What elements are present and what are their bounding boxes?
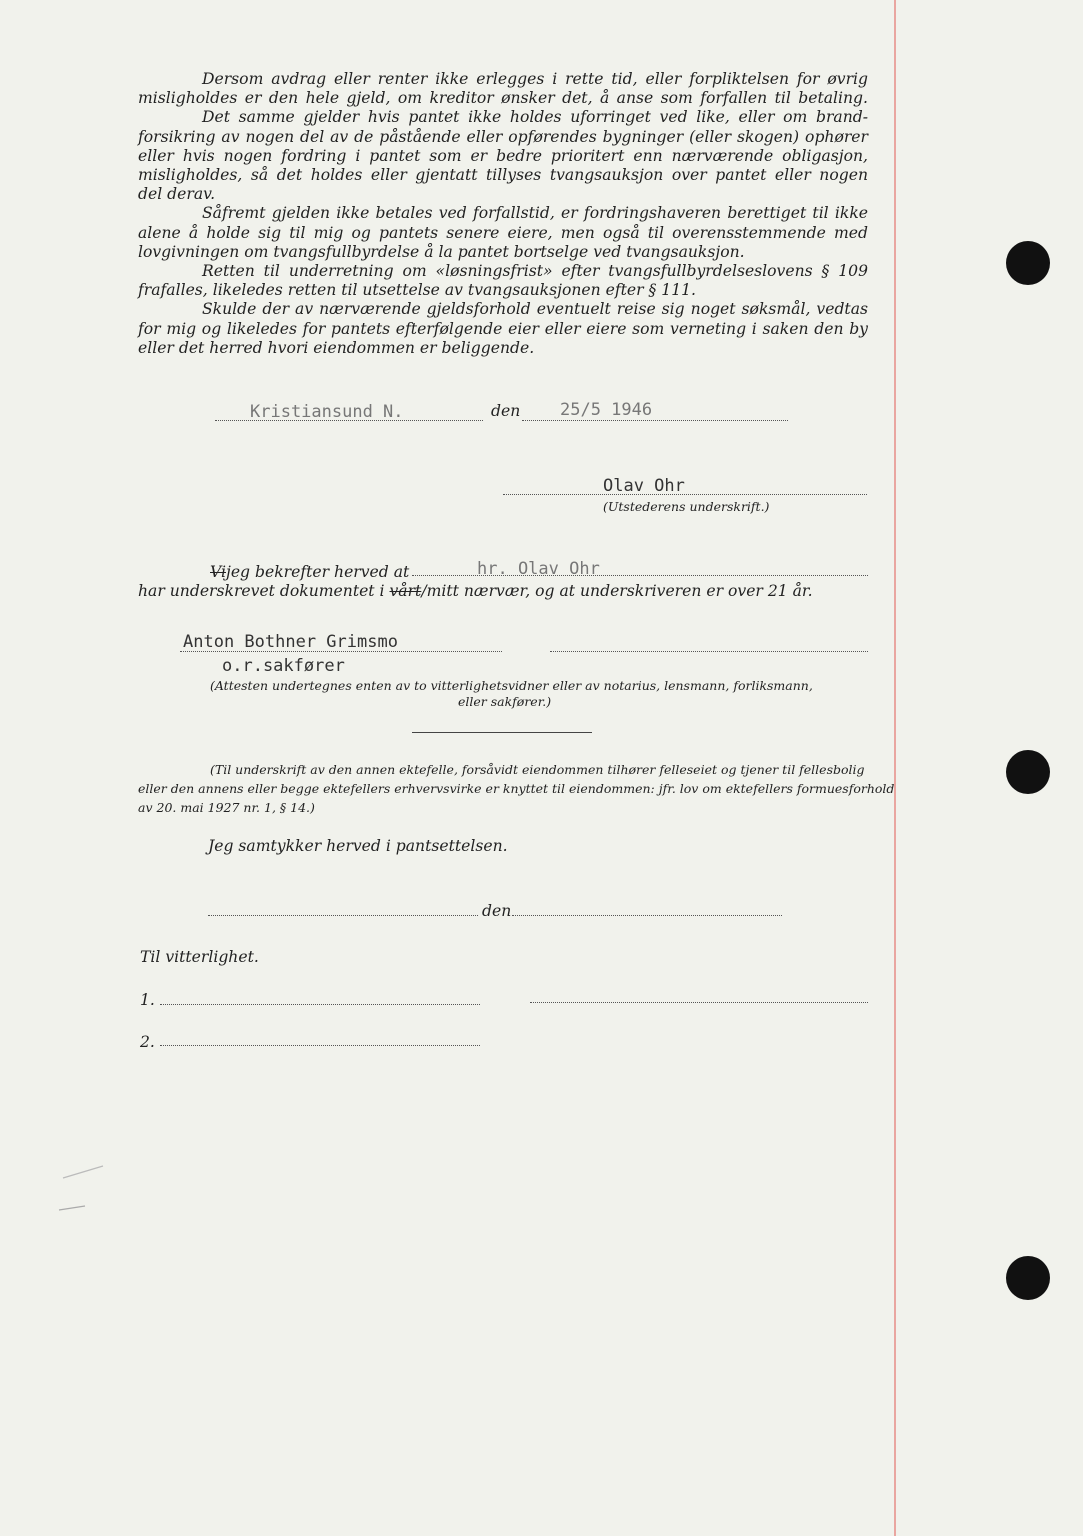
issuer-signature-line <box>503 494 867 495</box>
punch-hole <box>1006 750 1050 794</box>
place-value: Kristiansund N. <box>250 402 404 422</box>
spouse-note-line: eller den annens eller begge ektefellers erhvervsvirke er knyttet til eiendommen: jfr. lov om ektefellers formuesforhold <box>138 781 895 796</box>
attest-mitt: mitt <box>426 582 459 600</box>
terms-paragraph <box>138 70 868 358</box>
attest-vart-struck: vårt <box>389 582 422 600</box>
terms-line: eller hvis nogen fordring i pantet som er bedre prioritert enn nærværende obligasjon, <box>138 146 868 165</box>
terms-line: Såfremt gjelden ikke betales ved forfallstid, er fordringshaveren berettiget til ikke <box>202 204 868 223</box>
spouse-note-line: (Til underskrift av den annen ektefelle, forsåvidt eiendommen tilhører felleseiet og tjener til fellesbolig <box>210 762 865 777</box>
terms-line: Skulde der av nærværende gjeldsforhold eventuelt reise sig noget søksmål, vedtas <box>202 300 868 319</box>
attest-line-1 <box>210 563 409 581</box>
attest-line-2 <box>138 582 813 600</box>
attest-caption-2: eller sakfører.) <box>458 694 552 709</box>
second-signature-line <box>550 651 868 652</box>
witness-1-line <box>160 1004 480 1005</box>
terms-line: forsikring av nogen del av de påstående eller opførendes bygninger (eller skogen) ophører <box>138 127 868 146</box>
attest-slash: / <box>421 582 427 600</box>
terms-line: alene å holde sig til mig og pantets senere eiere, men også til overensstemmende med <box>138 223 868 242</box>
red-margin-line <box>894 0 896 1536</box>
den-label: den <box>491 402 521 420</box>
terms-line: Det samme gjelder hvis pantet ikke holdes uforringet ved like, eller om brand- <box>202 108 868 127</box>
witness-2-line <box>160 1045 480 1046</box>
issuer-signature: Olav Ohr <box>603 476 685 496</box>
witnesses-label: Til vitterlighet. <box>140 948 259 966</box>
terms-line: misligholdes er den hele gjeld, om kreditor ønsker det, å anse som forfallen til betaling. <box>138 89 868 108</box>
attest-line-2-start: har underskrevet dokumentet i <box>138 582 385 600</box>
consent-date-line <box>512 915 782 916</box>
terms-line: frafalles, likeledes retten til utsettelse av tvangsauksjonen efter § 111. <box>138 281 696 300</box>
divider <box>412 732 592 733</box>
consent-text: Jeg samtykker herved i pantsettelsen. <box>208 837 508 855</box>
terms-line: for mig og likeledes for pantets efterfølgende eier eller eiere som verneting i saken den by <box>138 319 868 338</box>
date-dotted-line <box>522 420 788 421</box>
terms-line: Retten til underretning om «løsningsfrist» efter tvangsfullbyrdelseslovens § 109 <box>202 262 868 281</box>
spouse-note-line: av 20. mai 1927 nr. 1, § 14.) <box>138 800 315 815</box>
consent-place-line <box>208 915 478 916</box>
attested-name: hr. Olav Ohr <box>477 559 600 579</box>
attest-line-2-end: nærvær, og at underskriveren er over 21 år. <box>463 582 813 600</box>
attest-text: bekrefter herved at <box>255 563 410 581</box>
date-value: 25/5 1946 <box>560 400 653 420</box>
stray-pencil-mark <box>55 1160 115 1220</box>
witness-1b-line <box>530 1002 868 1003</box>
terms-line: lovgivningen om tvangsfullbyrdelse å la pantet bortselge ved tvangsauksjon. <box>138 242 745 261</box>
consent-den-label: den <box>482 902 512 920</box>
attest-caption-1: (Attesten undertegnes enten av to vitterlighetsvidner eller av notarius, lensmann, forliksmann, <box>210 678 813 693</box>
punch-hole <box>1006 1256 1050 1300</box>
terms-line: del derav. <box>138 185 216 204</box>
witness-2-number: 2. <box>140 1033 155 1051</box>
witness-title: o.r.sakfører <box>222 656 345 676</box>
attest-prefix: jeg <box>225 563 251 581</box>
terms-line: eller det herred hvori eiendommen er beliggende. <box>138 338 535 357</box>
issuer-caption: (Utstederens underskrift.) <box>603 499 770 514</box>
attest-prefix-struck: Vi <box>210 563 226 581</box>
punch-hole <box>1006 241 1050 285</box>
witness-name: Anton Bothner Grimsmo <box>183 632 398 652</box>
terms-line: Dersom avdrag eller renter ikke erlegges i rette tid, eller forpliktelsen for øvrig <box>202 70 868 88</box>
witness-1-number: 1. <box>140 991 155 1009</box>
terms-line: misligholdes, så det holdes eller gjentatt tillyses tvangsauksjon over pantet eller nogen <box>138 166 868 185</box>
